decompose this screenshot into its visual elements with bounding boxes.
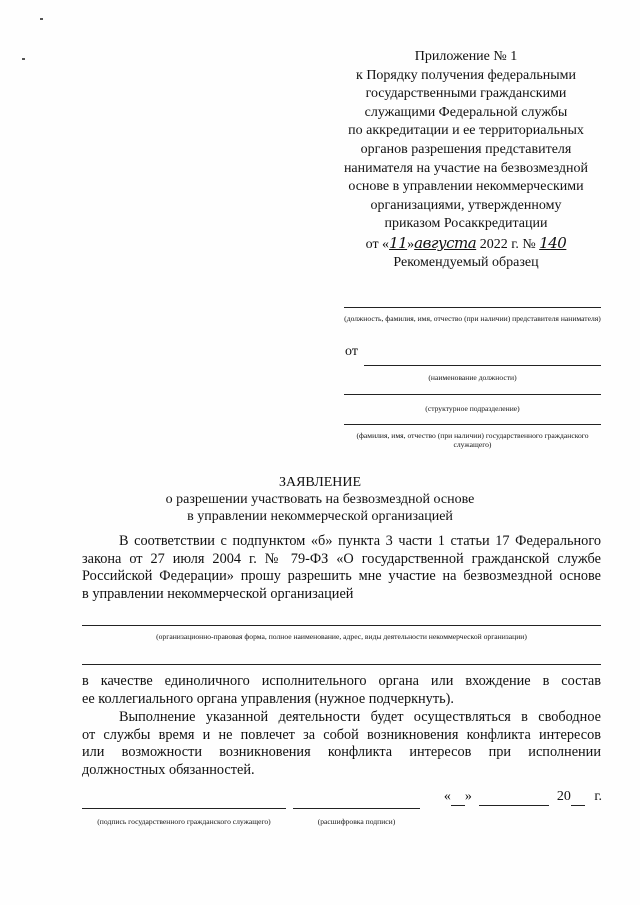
statement-subtitle: о разрешении участвовать на безвозмездной основе	[165, 492, 475, 507]
appendix-line: по аккредитации и ее территориальных	[348, 123, 584, 139]
department-field-line	[344, 394, 601, 395]
statement-paragraph-2	[82, 673, 601, 708]
appendix-line: организациями, утвержденному	[370, 197, 562, 213]
date-year-prefix: 20	[556, 789, 571, 804]
paragraph-line: Российской Федерации» прошу разрешить мне участие на безвозмездной основе	[82, 568, 601, 584]
organization-field-line	[82, 625, 601, 626]
appendix-line: приказом Росаккредитации	[384, 216, 548, 232]
position-field-line	[364, 365, 601, 366]
paragraph-line: закона от 27 июля 2004 г. № 79-ФЗ «О государственной гражданской службе	[82, 550, 601, 567]
appendix-line: служащими Федеральной службы	[364, 104, 568, 120]
statement-paragraph-1	[82, 533, 601, 603]
signature-caption: (подпись государственного гражданского служащего)	[97, 817, 271, 826]
paragraph-line: ее коллегиального органа управления (нужное подчеркнуть).	[82, 690, 454, 707]
date-quote: »	[407, 236, 415, 252]
position-caption: (наименование должности)	[428, 373, 517, 382]
paragraph-line: или возможности возникновения конфликта интересов при исполнении	[82, 744, 601, 760]
date-prefix: от «	[365, 236, 390, 252]
paragraph-line: в управлении некоммерческой организацией	[82, 585, 354, 602]
paragraph-line: в качестве единоличного исполнительного органа или вхождение в состав	[82, 673, 601, 689]
appendix-line: органов разрешения представителя	[360, 141, 572, 157]
date-year: 2022 г. №	[476, 236, 540, 252]
signature-field-line	[82, 808, 286, 809]
decoding-field-line	[293, 808, 420, 809]
scan-speck	[22, 58, 25, 60]
handwritten-day: 11	[389, 233, 408, 252]
date-month-blank	[479, 789, 549, 806]
representative-caption: (должность, фамилия, имя, отчество (при наличии) представителя нанимателя)	[344, 314, 601, 323]
statement-title: ЗАЯВЛЕНИЕ	[278, 475, 362, 490]
handwritten-month: августа	[414, 233, 477, 252]
order-date-line	[330, 234, 602, 255]
date-year-blank	[571, 789, 585, 806]
appendix-line: основе в управлении некоммерческими	[348, 179, 584, 195]
fullname-caption: (фамилия, имя, отчество (при наличии) государственного гражданского служащего)	[356, 431, 589, 449]
date-year-suffix: г.	[594, 789, 602, 804]
from-label: от	[345, 344, 358, 359]
appendix-line: Приложение № 1	[414, 49, 518, 64]
representative-field-line	[344, 307, 601, 308]
signature-date-line	[444, 789, 602, 806]
statement-subtitle: в управлении некоммерческой организацией	[187, 509, 453, 524]
paragraph-line: должностных обязанностей.	[82, 761, 255, 778]
date-close-quote: »	[464, 789, 472, 804]
appendix-line: к Порядку получения федеральными	[356, 67, 576, 83]
decoding-caption: (расшифровка подписи)	[317, 817, 396, 826]
paragraph-line: от службы время и не повлечет за собой возникновения конфликта интересов	[82, 726, 601, 743]
appendix-header	[330, 48, 602, 255]
paragraph-line: Выполнение указанной деятельности будет осуществляться в свободное	[119, 709, 601, 725]
organization-field-line-2	[82, 664, 601, 665]
recommended-sample-label: Рекомендуемый образец	[393, 255, 539, 270]
fullname-field-line	[344, 424, 601, 425]
statement-paragraph-3	[82, 709, 601, 779]
organization-caption: (организационно-правовая форма, полное наименование, адрес, виды деятельности некоммерческой организации)	[156, 632, 527, 641]
paragraph-line: В соответствии с подпунктом «б» пункта 3 части 1 статьи 17 Федерального	[119, 533, 601, 549]
appendix-line: государственными гражданскими	[365, 86, 567, 102]
scan-speck	[40, 18, 43, 20]
date-open-quote: «	[443, 789, 451, 804]
appendix-line: нанимателя на участие на безвозмездной	[343, 160, 589, 176]
date-day-blank	[451, 789, 465, 806]
department-caption: (структурное подразделение)	[425, 404, 520, 413]
handwritten-order-number: 140	[539, 233, 567, 252]
